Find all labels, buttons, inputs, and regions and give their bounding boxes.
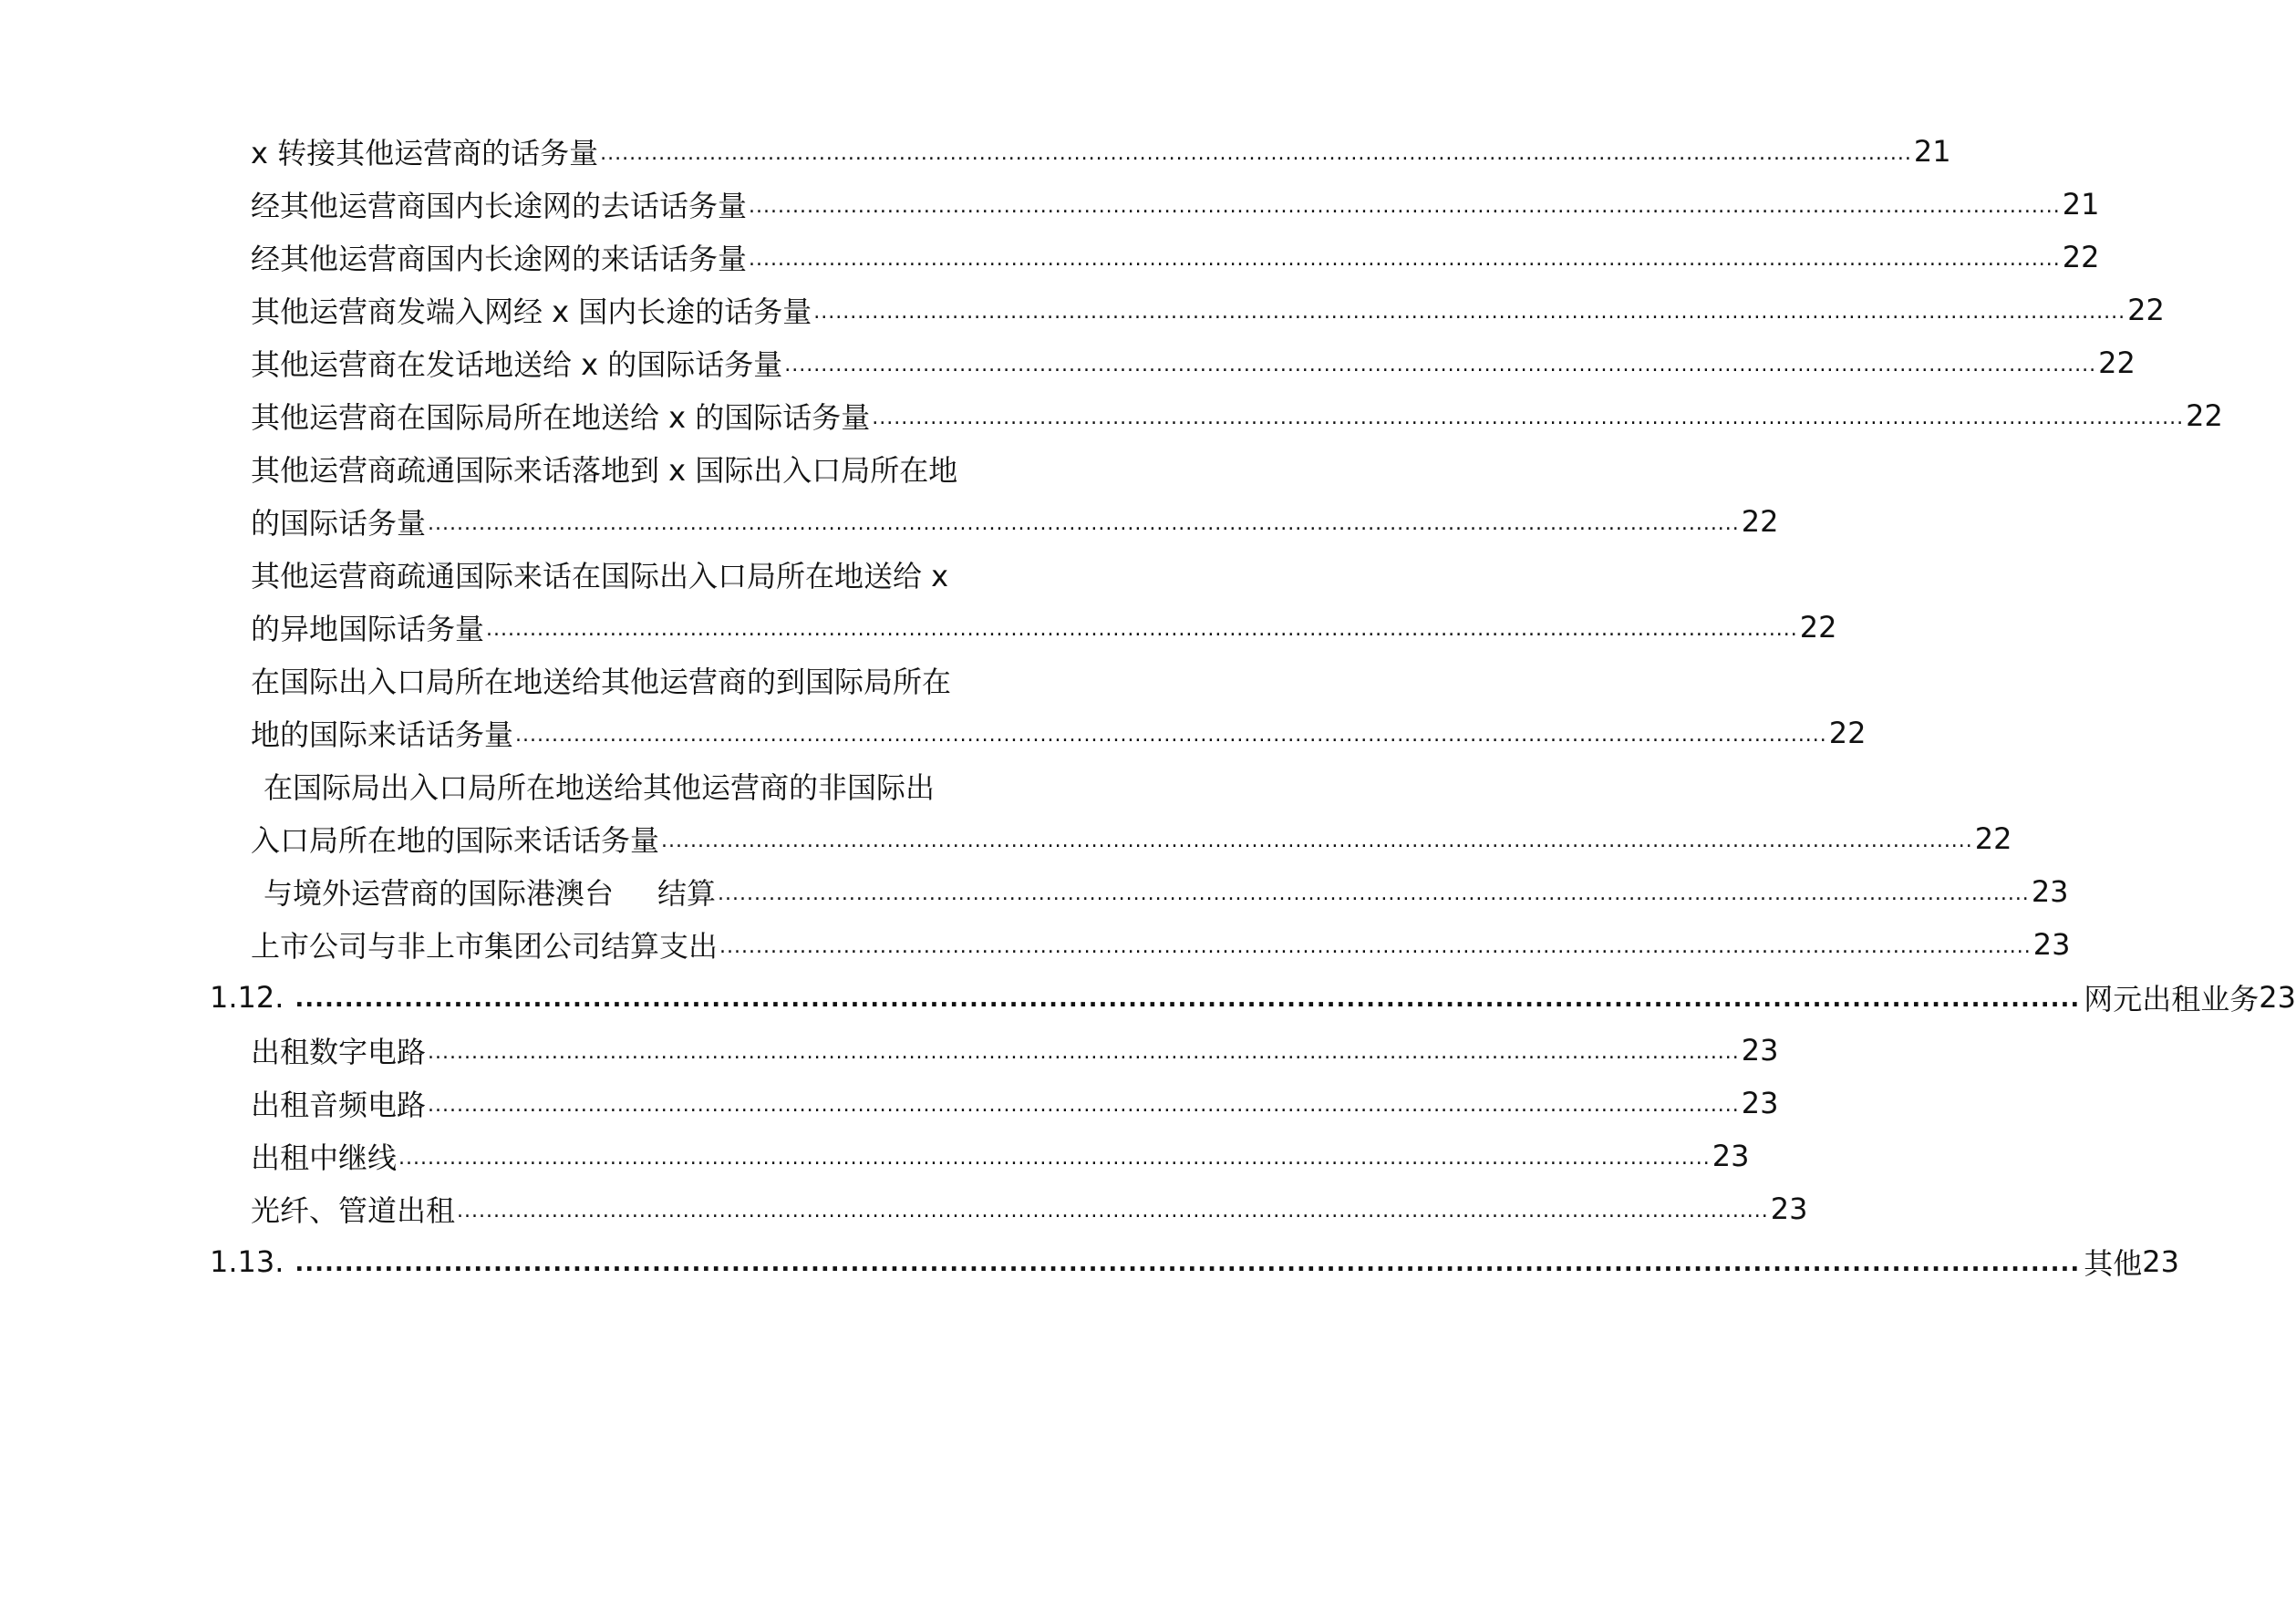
toc-page-number: 22 (1741, 504, 1779, 539)
toc-page-number: 23 (2032, 927, 2071, 962)
toc-entry-title: 其他运营商在国际局所在地送给 x 的国际话务量 (251, 400, 871, 435)
toc-entry-title: 经其他运营商国内长途网的来话话务量 (251, 242, 748, 276)
toc-entry[interactable] (251, 1024, 1779, 1077)
toc-leader-dots: .................................................................................................................................................................................... (784, 354, 2097, 377)
toc-entry-line1[interactable] (251, 442, 1079, 495)
toc-entry-title: 其他运营商发端入网经 x 国内长途的话务量 (251, 294, 812, 329)
toc-entry-title (251, 871, 716, 913)
toc-leader-dots: .................................................................................................................................................................................... (813, 301, 2126, 324)
toc-heading-title: 其他 (2084, 1246, 2143, 1281)
toc-entry-title: 出租音频电路 (251, 1088, 427, 1122)
toc-entry-title: 经其他运营商国内长途网的去话话务量 (251, 189, 748, 223)
toc-page-number: 21 (2062, 187, 2100, 222)
toc-leader-dots: .................................................................................................................................................................................... (749, 248, 2061, 271)
toc-page-number: 22 (2186, 398, 2223, 433)
toc-entry-title: 其他运营商在发话地送给 x 的国际话务量 (251, 347, 783, 382)
toc-entry-title-part: 结算 (657, 876, 717, 911)
toc-entry[interactable] (251, 1130, 1750, 1182)
toc-heading-number: 1.13. (210, 1244, 284, 1279)
toc-entry-line2[interactable] (251, 812, 2012, 865)
toc-page-number: 22 (1974, 821, 2012, 856)
toc-entry-title: 的国际话务量 (251, 506, 427, 541)
toc-entry-title: 的异地国际话务量 (251, 612, 485, 646)
toc-leader-dots: .................................................................................................................................................................................... (718, 882, 2030, 905)
toc-page-number: 23 (2259, 980, 2296, 1015)
toc-leader-dots: .................................................................................................................................................................................... (661, 830, 1973, 852)
toc-entry[interactable] (251, 284, 2165, 336)
toc-leader-dots: .................................................................................................................................................................................... (515, 724, 1827, 747)
toc-page-number: 23 (2142, 1244, 2180, 1279)
toc-entry-title: 上市公司与非上市集团公司结算支出 (251, 929, 719, 964)
toc-page-number: 23 (2031, 874, 2069, 909)
toc-leader-dots: .................................................................................................................................................................................... (600, 142, 1912, 165)
toc-entry[interactable] (251, 865, 2069, 918)
toc-heading-title: 网元出租业务 (2084, 982, 2260, 1016)
toc-entry[interactable] (251, 1077, 1779, 1130)
toc-leader-dots: .................................................................................................................................................................................... (872, 407, 2185, 429)
toc-page-number: 23 (1712, 1139, 1750, 1173)
toc-entry-title: x 转接其他运营商的话务量 (251, 136, 599, 170)
toc-leader-dots: .................................................................................................................................................................................... (295, 1250, 2081, 1277)
toc-heading-1-12[interactable] (210, 971, 2296, 1024)
toc-leader-dots: .................................................................................................................................................................................... (398, 1147, 1711, 1170)
toc-entry-line2[interactable] (251, 707, 1867, 759)
toc-leader-dots: .................................................................................................................................................................................... (719, 935, 2032, 958)
toc-page-number: 23 (1741, 1086, 1779, 1120)
toc-entry-title: 入口局所在地的国际来话话务量 (251, 823, 660, 858)
toc-page-number: 21 (1913, 134, 1951, 169)
toc-page-number: 22 (2127, 293, 2165, 327)
toc-entry-title: 在国际局出入口局所在地送给其他运营商的非国际出 (264, 770, 936, 805)
toc-entry[interactable] (251, 125, 1951, 178)
toc-leader-dots: .................................................................................................................................................................................... (749, 195, 2061, 218)
toc-page-number: 22 (2098, 346, 2136, 380)
toc-page-number: 23 (1770, 1192, 1808, 1226)
toc-entry-line2[interactable] (251, 495, 1779, 548)
toc-entry-title: 其他运营商疏通国际来话落地到 x 国际出入口局所在地 (251, 453, 958, 488)
toc-page-number: 23 (1741, 1033, 1779, 1068)
toc-page-number: 22 (1799, 610, 1837, 645)
toc-page-number: 22 (1828, 716, 1867, 750)
toc-entry[interactable] (251, 1182, 1808, 1235)
toc-entry-title: 光纤、管道出租 (251, 1193, 456, 1228)
toc-entry-line1[interactable] (251, 654, 1079, 707)
toc-leader-dots: .................................................................................................................................................................................... (428, 1041, 1740, 1064)
toc-leader-dots: .................................................................................................................................................................................... (428, 512, 1740, 535)
toc-entry-title: 出租中继线 (251, 1140, 398, 1175)
toc-entry-line1[interactable] (251, 548, 1079, 601)
toc-entry-title: 出租数字电路 (251, 1035, 427, 1069)
toc-entry-title: 其他运营商疏通国际来话在国际出入口局所在地送给 x (251, 559, 949, 593)
toc-heading-number: 1.12. (210, 980, 284, 1015)
toc-entry-title-part: 与境外运营商的国际港澳台 (264, 876, 615, 911)
toc-entry[interactable] (251, 336, 2136, 389)
toc-heading-1-13[interactable] (210, 1235, 2180, 1288)
toc-entry[interactable] (251, 178, 2100, 231)
toc-entry-title: 在国际出入口局所在地送给其他运营商的到国际局所在 (251, 665, 952, 699)
toc-entry-title: 地的国际来话话务量 (251, 717, 514, 752)
toc-leader-dots: .................................................................................................................................................................................... (486, 618, 1798, 641)
toc-entry-line2[interactable] (251, 601, 1837, 654)
toc-leader-dots: .................................................................................................................................................................................... (428, 1094, 1740, 1117)
toc-leader-dots: .................................................................................................................................................................................... (457, 1200, 1769, 1222)
toc-page-number: 22 (2062, 240, 2100, 274)
toc-entry[interactable] (251, 389, 2223, 442)
toc-leader-dots: .................................................................................................................................................................................... (295, 985, 2081, 1013)
toc-entry[interactable] (251, 918, 2071, 971)
toc-entry[interactable] (251, 231, 2100, 284)
toc-entry-line1[interactable] (251, 759, 1079, 812)
